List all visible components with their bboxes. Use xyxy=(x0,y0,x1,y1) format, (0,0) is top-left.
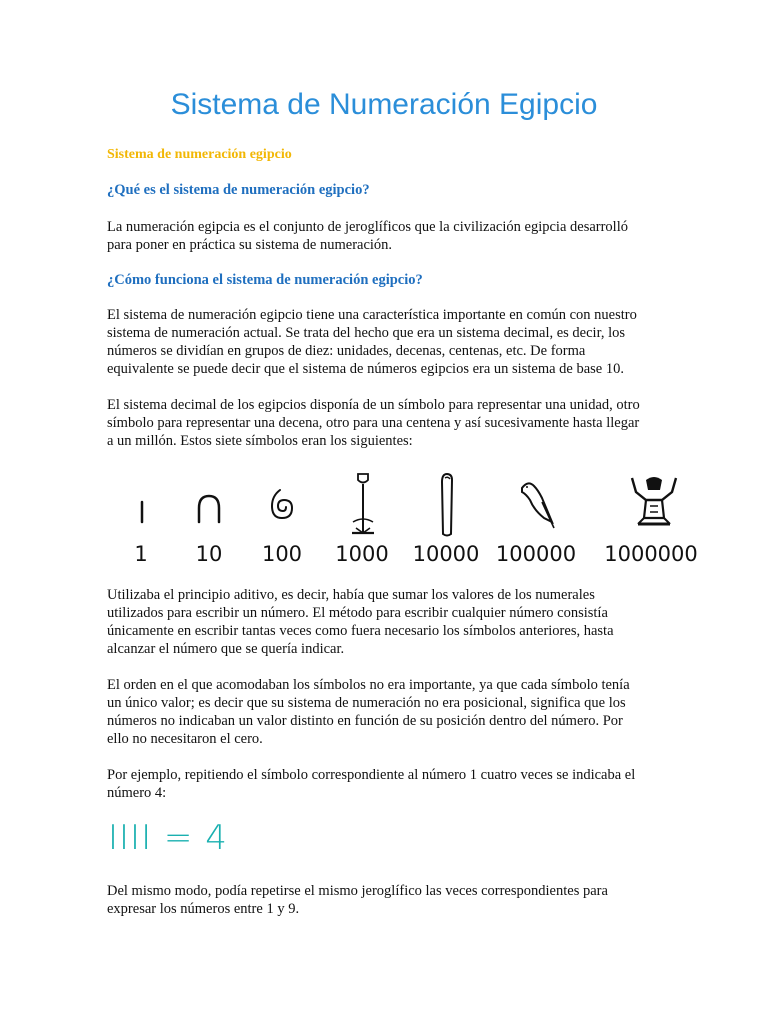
stroke-icon xyxy=(132,470,152,530)
section-subtitle: Sistema de numeración egipcio xyxy=(107,147,292,162)
paragraph-line: número 4: xyxy=(107,785,167,801)
paragraph-line: números se dividían en grupos de diez: unidades, decenas, centenas, etc. De forma xyxy=(107,343,586,359)
paragraph-3 xyxy=(107,396,667,450)
paragraph-line: números no indicaban un valor distinto en función de su posición dentro del número. Por xyxy=(107,713,623,729)
paragraph-line: El orden en el que acomodaban los símbolos no era importante, ya que cada símbolo tenía xyxy=(107,677,630,693)
glyph-value: 10 xyxy=(195,542,223,566)
paragraph-line: El sistema decimal de los egipcios disponía de un símbolo para representar una unidad, otro xyxy=(107,397,640,413)
paragraph-6 xyxy=(107,766,667,802)
paragraph-line: equivalente se puede decir que el sistema de números egipcios era un sistema de base 10. xyxy=(107,361,624,377)
heh-god-icon xyxy=(628,470,680,542)
coil-rope-icon xyxy=(266,470,298,530)
heel-bone-icon xyxy=(193,470,225,530)
paragraph-line: El sistema de numeración egipcio tiene una característica importante en común con nuestro xyxy=(107,307,637,323)
example-equation: IIII = 4 xyxy=(108,818,228,858)
paragraph-line: ello no necesitaron el cero. xyxy=(107,731,263,747)
paragraph-line: Por ejemplo, repitiendo el símbolo correspondiente al número 1 cuatro veces se indicaba el xyxy=(107,767,636,783)
paragraph-line: alcanzar el número que se quería indicar. xyxy=(107,641,345,657)
question-heading-1: ¿Qué es el sistema de numeración egipcio? xyxy=(107,182,370,198)
paragraph-5 xyxy=(107,676,667,748)
tadpole-bird-icon xyxy=(514,470,558,542)
paragraph-line: sistema de numeración actual. Se trata del hecho que era un sistema decimal, es decir, los xyxy=(107,325,625,341)
paragraph-line: símbolo para representar una decena, otro para una centena y así sucesivamente hasta llegar xyxy=(107,415,640,431)
question-heading-2: ¿Cómo funciona el sistema de numeración egipcio? xyxy=(107,272,423,288)
paragraph-7 xyxy=(107,882,667,918)
glyph-value: 1 xyxy=(134,542,148,566)
paragraph-line: Utilizaba el principio aditivo, es decir, había que sumar los valores de los numerales xyxy=(107,587,595,603)
lotus-flower-icon xyxy=(348,470,378,542)
paragraph-line: La numeración egipcia es el conjunto de jeroglíficos que la civilización egipcia desarrolló xyxy=(107,219,628,235)
glyph-value: 100000 xyxy=(495,542,577,566)
paragraph-line: únicamente en escribir tantas veces como fuera necesario los símbolos anteriores, hasta xyxy=(107,623,614,639)
glyph-value: 100 xyxy=(261,542,303,566)
paragraph-1 xyxy=(107,218,667,254)
glyph-value: 1000 xyxy=(335,542,389,566)
paragraph-line: Del mismo modo, podía repetirse el mismo jeroglífico las veces correspondientes para xyxy=(107,883,608,899)
paragraph-line: expresar los números entre 1 y 9. xyxy=(107,901,300,917)
paragraph-line: utilizados para escribir un número. El método para escribir cualquier número consistía xyxy=(107,605,608,621)
page-title: Sistema de Numeración Egipcio xyxy=(170,88,598,121)
paragraph-4 xyxy=(107,586,667,658)
paragraph-line: para poner en práctica su sistema de numeración. xyxy=(107,237,393,253)
paragraph-2 xyxy=(107,306,667,378)
paragraph-line: un único valor; es decir que su sistema de numeración no era posicional, significa que los xyxy=(107,695,626,711)
finger-icon xyxy=(434,470,458,542)
egyptian-numerals-figure xyxy=(0,470,768,580)
glyph-value: 1000000 xyxy=(604,542,698,566)
glyph-value: 10000 xyxy=(412,542,480,566)
paragraph-line: a un millón. Estos siete símbolos eran los siguientes: xyxy=(107,433,413,449)
